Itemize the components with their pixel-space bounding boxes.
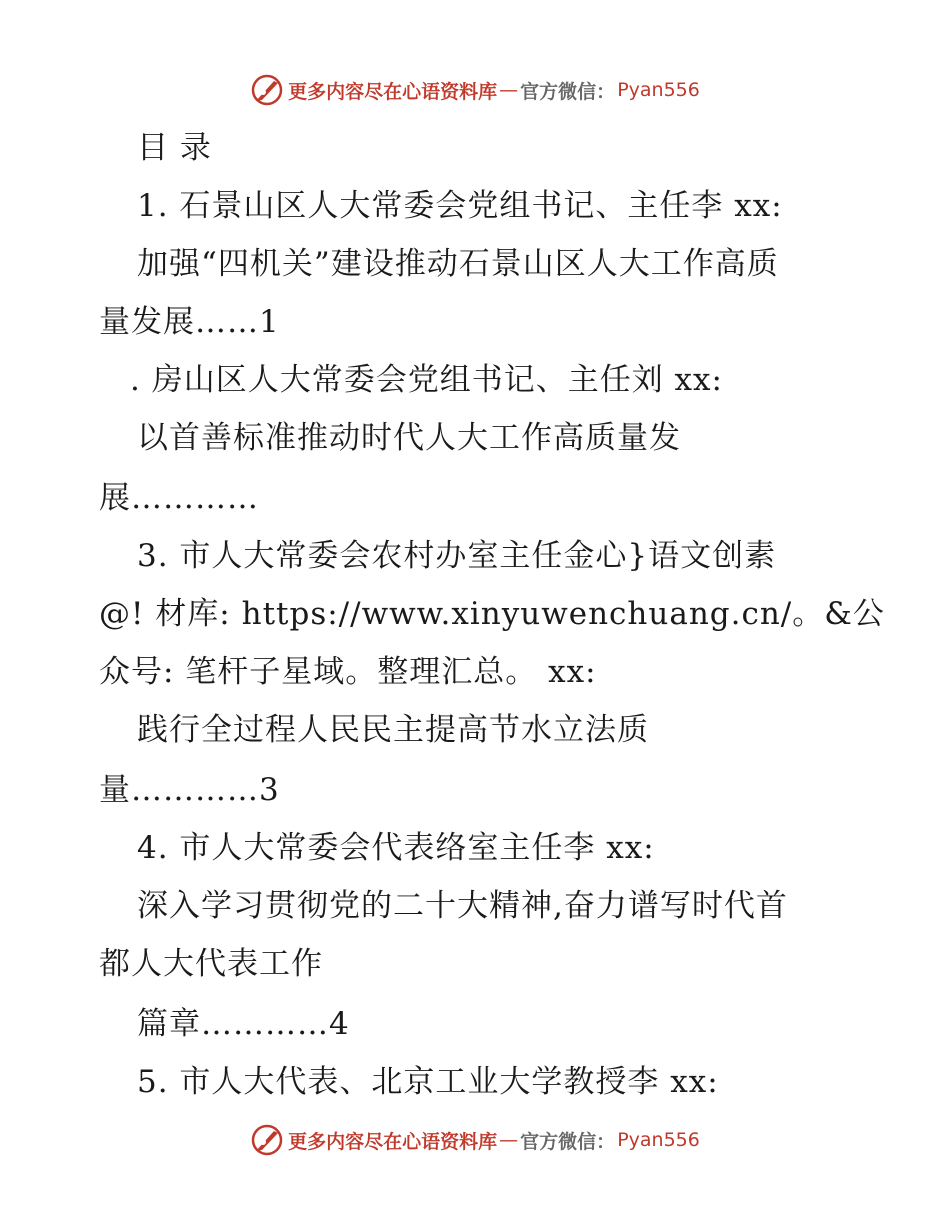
toc-line: @! 材库: https://www.xinyuwenchuang.cn/。&公 xyxy=(99,596,885,632)
watermark-label: 官方微信： xyxy=(520,1130,616,1153)
toc-line: 篇章…………4 xyxy=(137,1006,350,1042)
footer-watermark xyxy=(0,1120,950,1160)
toc-line: 以首善标准推动时代人大工作高质量发 xyxy=(137,420,681,456)
watermark-dash: — xyxy=(499,1129,519,1151)
toc-line: 4. 市人大常委会代表络室主任李 xx: xyxy=(137,830,655,866)
toc-line: 众号: 笔杆子星域。整理汇总。 xx: xyxy=(99,654,597,690)
watermark-dash: — xyxy=(499,79,519,101)
watermark-site-name: 更多内容尽在心语资料库 xyxy=(288,80,498,103)
toc-line: 展………… xyxy=(99,480,259,516)
toc-line: 1. 石景山区人大常委会党组书记、主任李 xx: xyxy=(137,188,783,224)
toc-line: 加强“四机关”建设推动石景山区人大工作高质 xyxy=(137,246,779,282)
toc-heading: 目 录 xyxy=(137,130,212,166)
toc-line: 量发展……1 xyxy=(99,304,280,340)
toc-line: 践行全过程人民民主提高节水立法质 xyxy=(137,712,649,748)
watermark-wechat-id: Pyan556 xyxy=(617,1129,700,1151)
watermark-label: 官方微信： xyxy=(520,80,616,103)
watermark-site-name: 更多内容尽在心语资料库 xyxy=(288,1130,498,1153)
header-watermark xyxy=(0,70,950,110)
quill-logo-icon xyxy=(250,73,284,107)
toc-line: 5. 市人大代表、北京工业大学教授李 xx: xyxy=(137,1064,719,1100)
toc-line: . 房山区人大常委会党组书记、主任刘 xx: xyxy=(130,362,723,398)
toc-line: 都人大代表工作 xyxy=(99,946,323,982)
toc-line: 3. 市人大常委会农村办室主任金心}语文创素 xyxy=(137,538,777,574)
toc-line: 量…………3 xyxy=(99,772,280,808)
toc-line: 深入学习贯彻党的二十大精神,奋力谱写时代首 xyxy=(137,888,788,924)
watermark-wechat-id: Pyan556 xyxy=(617,79,700,101)
quill-logo-icon xyxy=(250,1123,284,1157)
